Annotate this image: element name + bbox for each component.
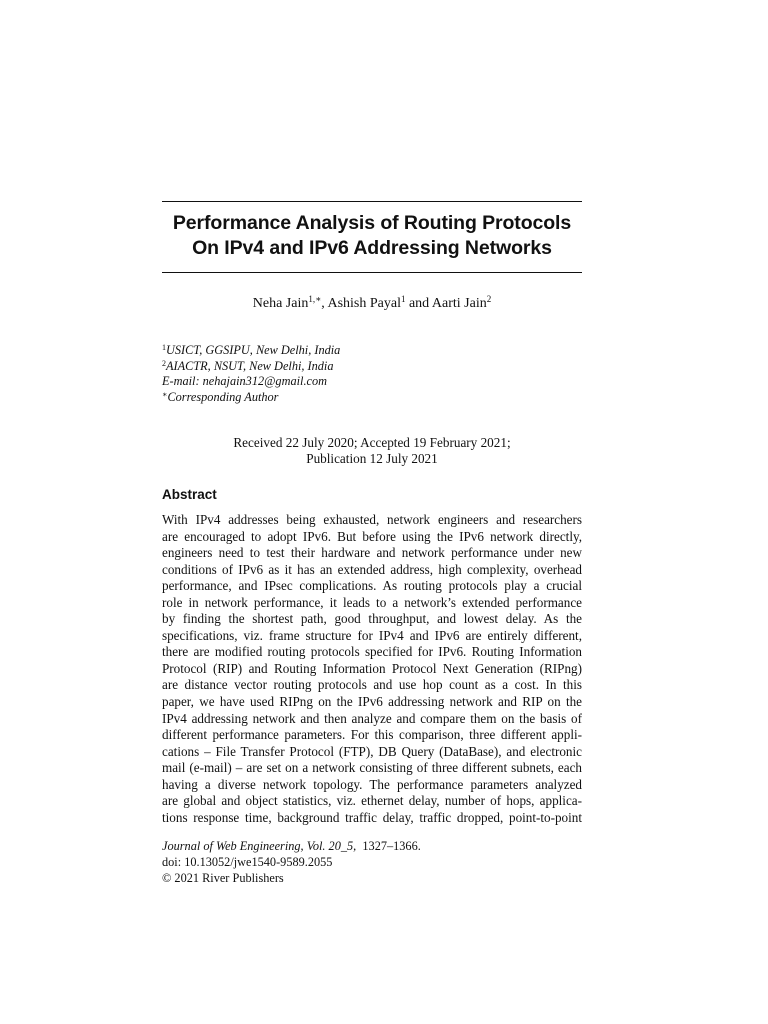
contact-email: E-mail: nehajain312@gmail.com — [162, 374, 327, 388]
affiliation-list — [162, 343, 582, 405]
abstract-line: are encouraged to adopt IPv6. But before using the IPv6 network directly, — [162, 528, 582, 544]
abstract-line: tions response time, background traffic delay, traffic dropped, point-to-point — [162, 809, 582, 825]
abstract-line: paper, we have used RIPng on the IPv6 addressing network and RIP on the — [162, 694, 582, 710]
corresponding-author-text: Corresponding Author — [167, 389, 279, 404]
abstract-line: are global and object statistics, viz. ethernet delay, number of hops, applica- — [162, 793, 582, 809]
abstract-line: Protocol (RIP) and Routing Information Protocol Next Generation (RIPng) — [162, 660, 582, 676]
abstract-line: With IPv4 addresses being exhausted, network engineers and researchers — [162, 512, 582, 527]
abstract-heading: Abstract — [162, 487, 217, 502]
journal-footer — [162, 838, 582, 886]
corresponding-author-line — [162, 390, 582, 406]
abstract-line: are distance vector routing protocols and use hop count as a cost. In this — [162, 677, 582, 693]
author-affiliation-marker: 2 — [486, 294, 492, 304]
abstract-line: role in network performance, it leads to a network’s extended performance — [162, 594, 582, 610]
journal-name: Journal of Web Engineering, Vol. 20_5, — [162, 839, 357, 853]
affiliation-text: AIACTR, NSUT, New Delhi, India — [166, 358, 334, 373]
abstract-body — [162, 512, 582, 826]
abstract-line: there are modified routing protocols specified for IPv6. Routing Information — [162, 644, 582, 660]
received-accepted-dates: Received 22 July 2020; Accepted 19 February 2021; — [233, 435, 511, 450]
doi-line: doi: 10.13052/jwe1540-9589.2055 — [162, 855, 333, 869]
abstract-line: by finding the shortest path, good throughput, and lowest delay. As the — [162, 611, 582, 627]
abstract-line: different performance parameters. For this comparison, three different appli- — [162, 727, 582, 743]
abstract-line: mail (e-mail) – are set on a network consisting of three different subnets, each — [162, 760, 582, 776]
author-name: Ashish Payal — [327, 296, 401, 311]
author-affiliation-marker: 1,∗ — [308, 294, 322, 304]
title-bottom-rule — [162, 272, 582, 273]
author-separator: and — [405, 296, 432, 311]
paper-title-line-2: On IPv4 and IPv6 Addressing Networks — [192, 237, 552, 259]
paper-title-line-1: Performance Analysis of Routing Protocols — [172, 212, 572, 234]
title-top-rule — [162, 201, 582, 202]
author-separator: , — [321, 296, 328, 311]
abstract-line: cations – File Transfer Protocol (FTP), DB Query (DataBase), and electronic — [162, 743, 582, 759]
affiliation-line — [162, 343, 582, 359]
author-affiliation-marker: 1 — [400, 294, 406, 304]
corresponding-marker: ∗ — [162, 389, 168, 399]
contact-email-line — [162, 374, 582, 390]
abstract-line: engineers need to test their hardware and network performance under new — [162, 545, 582, 561]
paper-title — [162, 211, 582, 261]
affiliation-text: USICT, GGSIPU, New Delhi, India — [166, 343, 341, 357]
author-name: Neha Jain — [252, 296, 309, 311]
author-list — [162, 296, 582, 312]
abstract-line: specifications, viz. frame structure for IPv4 and IPv6 are entirely different, — [162, 627, 582, 643]
affiliation-marker: 1 — [162, 343, 166, 352]
publication-date: Publication 12 July 2021 — [306, 451, 438, 466]
abstract-line: conditions of IPv6 as it has an extended address, high complexity, overhead — [162, 561, 582, 577]
journal-citation-line — [162, 838, 582, 854]
affiliation-line — [162, 359, 582, 375]
publication-dates — [162, 435, 582, 467]
page-range: 1327–1366. — [362, 839, 421, 853]
abstract-line: having a diverse network topology. The performance parameters analyzed — [162, 776, 582, 792]
abstract-line: IPv4 addressing network and then analyze and compare them on the basis of — [162, 710, 582, 726]
abstract-line: performance, and IPsec complications. As routing protocols play a crucial — [162, 578, 582, 594]
affiliation-marker: 2 — [162, 358, 166, 368]
copyright-line: © 2021 River Publishers — [162, 871, 284, 885]
paper-first-page — [162, 0, 582, 1024]
author-name: Aarti Jain — [431, 296, 487, 311]
